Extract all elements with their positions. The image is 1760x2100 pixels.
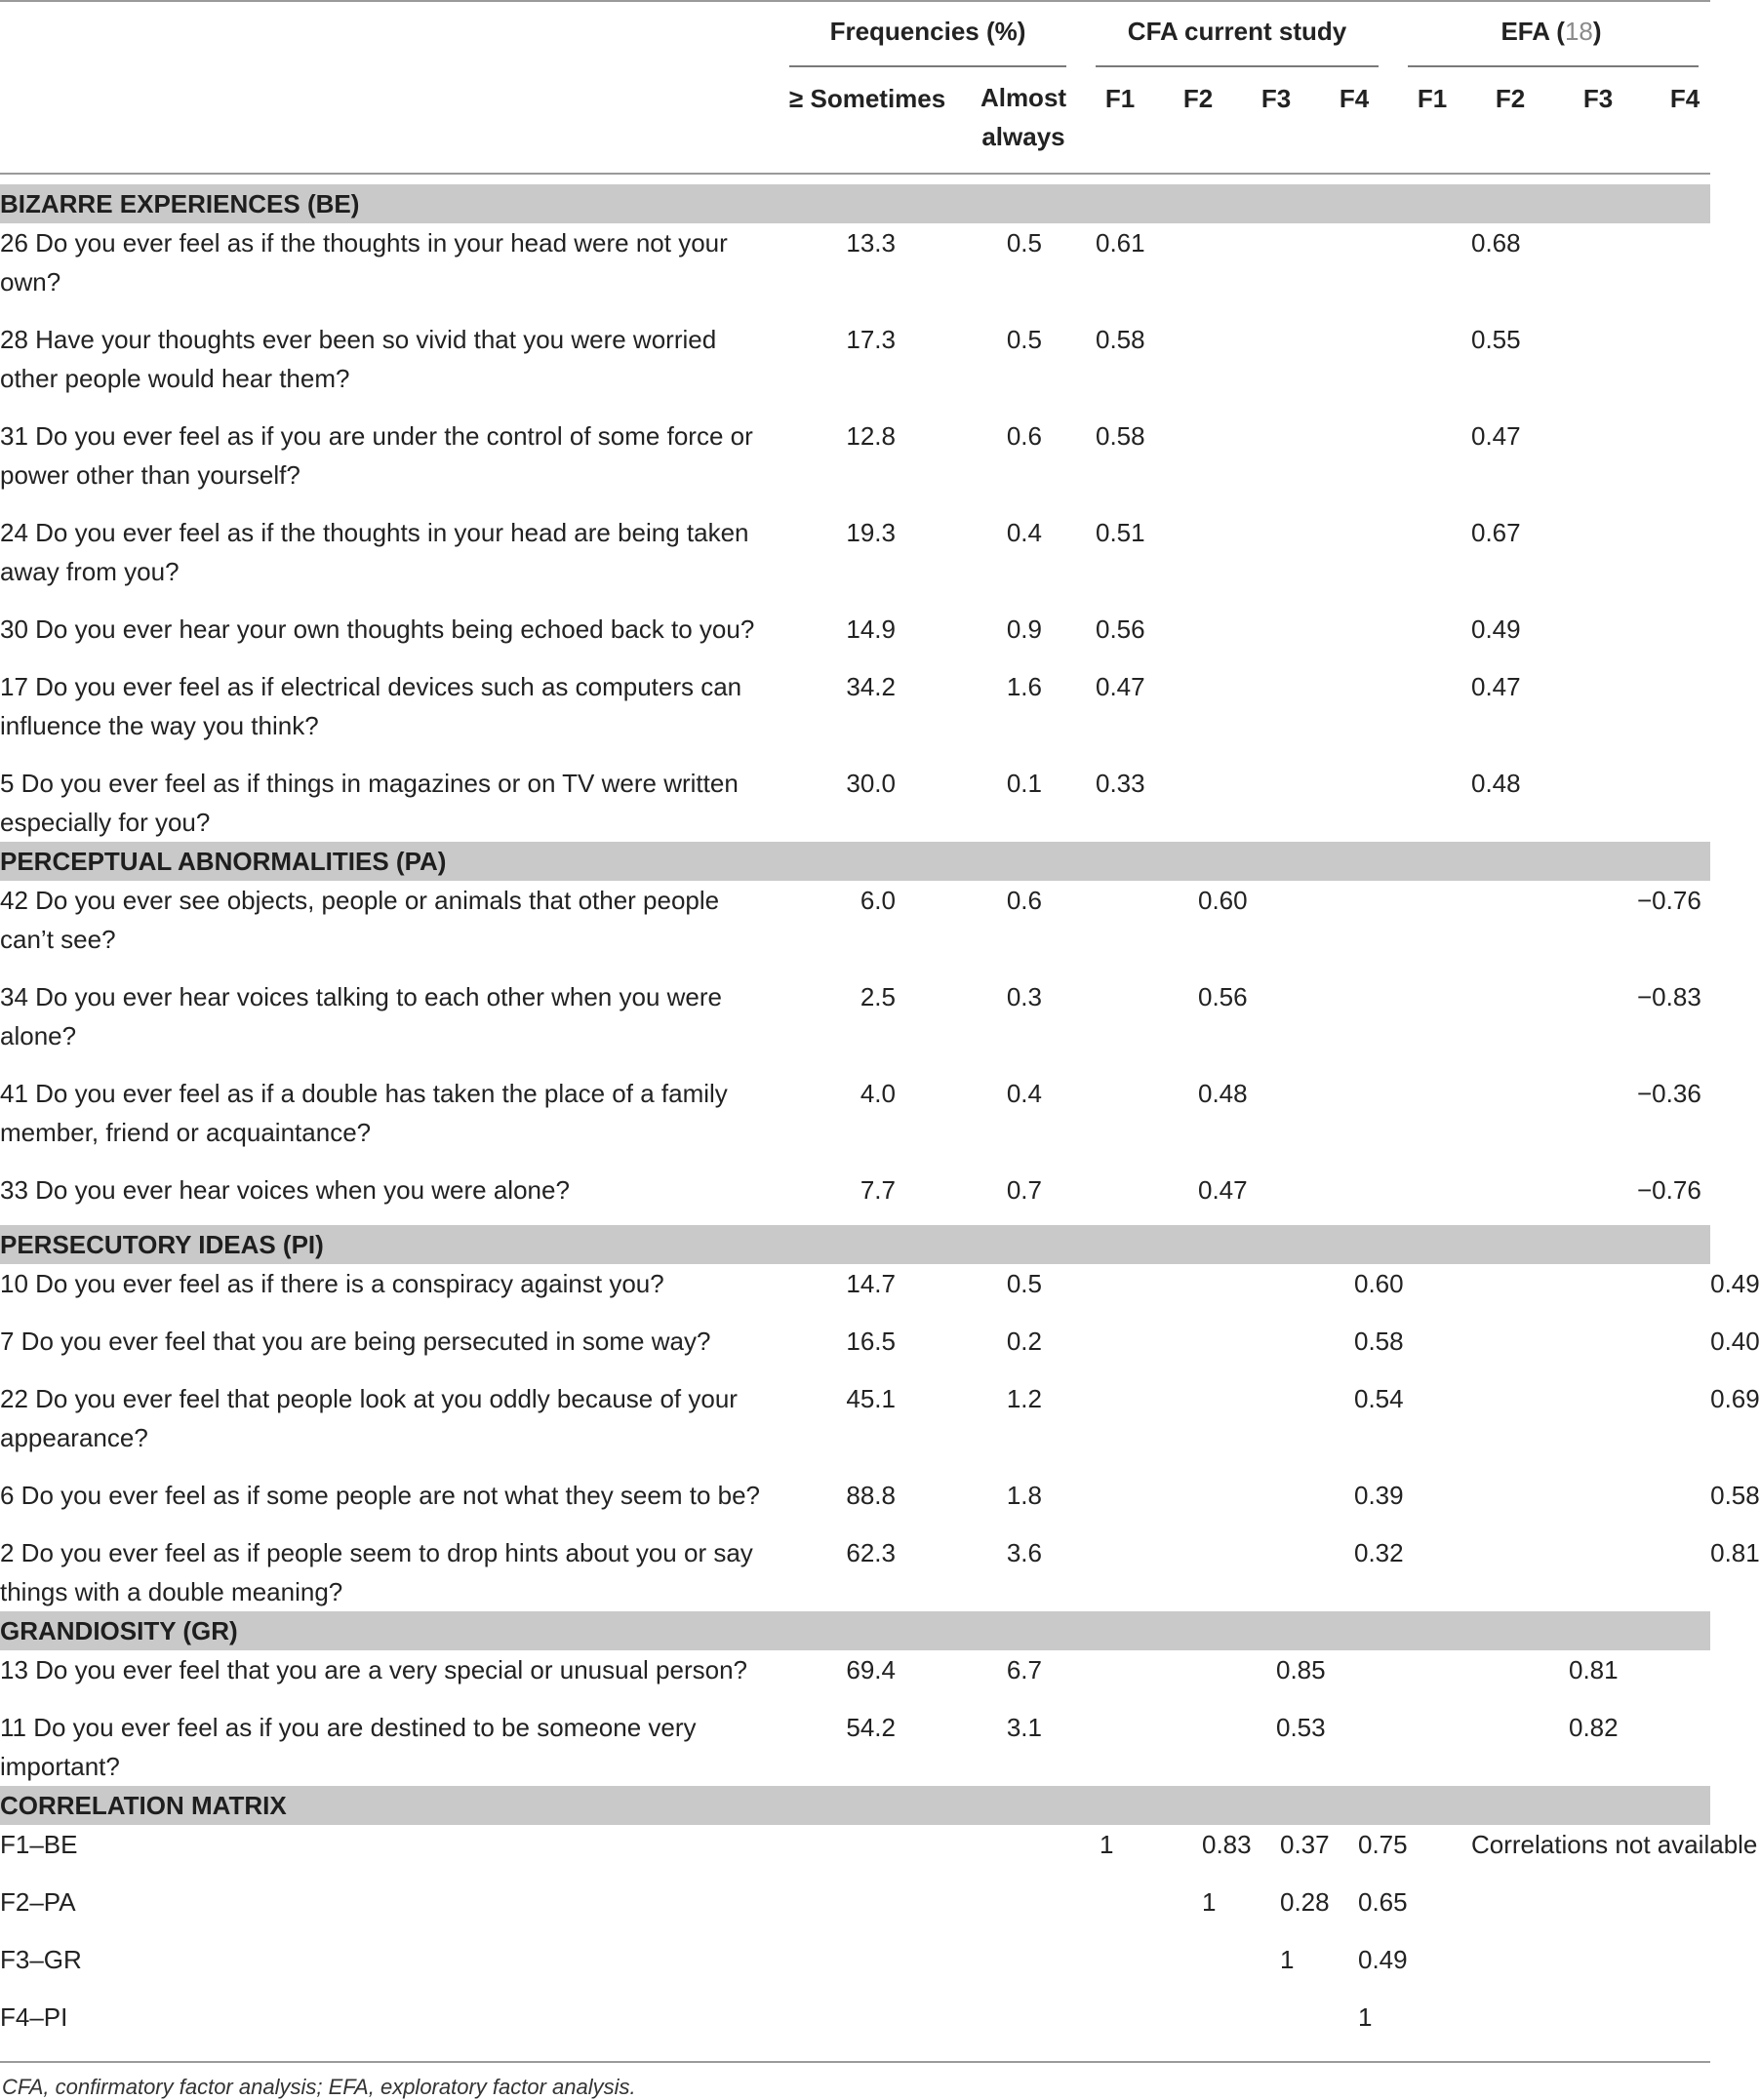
table-row: 10 Do you ever feel as if there is a conspiracy against you? 14.7 0.5 0.60 0.49	[0, 1264, 1710, 1322]
table-row	[0, 1074, 1710, 1170]
header-efa-f4: F4	[1669, 84, 1700, 113]
correlation-row	[0, 1825, 1710, 1882]
efa-f3	[1637, 1650, 1710, 1708]
empty-cell	[1471, 1998, 1710, 2055]
cfa-f4	[1354, 977, 1471, 1074]
correlations-not-available: Correlations not available	[1471, 1830, 1758, 1859]
cfa-f2	[1198, 320, 1276, 416]
cfa-f1	[1096, 977, 1198, 1074]
cfa-f1: 0.58	[1096, 421, 1145, 451]
table-body	[0, 184, 1760, 2055]
corr-f4: 0.65	[1358, 1887, 1408, 1917]
correlation-label: F3–GR	[0, 1945, 82, 1974]
cfa-f3	[1276, 513, 1354, 610]
cfa-f4	[1354, 513, 1471, 610]
section-header	[0, 1786, 1710, 1825]
efa-group-rule	[1408, 65, 1699, 67]
table-row	[0, 667, 1710, 764]
freq-almost-always: 1.6	[1006, 672, 1042, 701]
header-efa-f3: F3	[1582, 84, 1614, 113]
corr-f2: 1	[1202, 1887, 1217, 1917]
efa-f2	[1569, 1379, 1637, 1476]
cfa-f4	[1354, 667, 1471, 764]
efa-f1	[1471, 1533, 1569, 1611]
question-text: 11 Do you ever feel as if you are destined to be someone very important?	[0, 1713, 697, 1781]
table-row	[0, 1170, 1710, 1225]
freq-sometimes: 45.1	[846, 1384, 896, 1413]
efa-f3	[1637, 1533, 1710, 1611]
spacer-cell	[1042, 1650, 1096, 1708]
question-text: 13 Do you ever feel that you are a very special or unusual person?	[0, 1655, 748, 1684]
freq-almost-always: 0.5	[1006, 228, 1042, 258]
freq-sometimes: 19.3	[846, 518, 896, 547]
cfa-group-rule	[1096, 65, 1379, 67]
cfa-f3	[1276, 881, 1354, 977]
cfa-f4	[1354, 416, 1471, 513]
section-header	[0, 1225, 1710, 1264]
efa-f1: 0.47	[1471, 421, 1521, 451]
cfa-f3	[1276, 1170, 1354, 1225]
cfa-f4: 0.60	[1354, 1269, 1404, 1298]
table-row	[0, 513, 1710, 610]
empty-cell	[786, 1998, 896, 2055]
table-row: 22 Do you ever feel that people look at you oddly because of your appearance? 45.1 1.2 0.54 0.69	[0, 1379, 1710, 1476]
cfa-f1: 0.61	[1096, 228, 1145, 258]
table-row: 2 Do you ever feel as if people seem to drop hints about you or say things with a double meaning? 62.3 3.6 0.32 0.81	[0, 1533, 1710, 1611]
efa-f1	[1471, 1170, 1569, 1225]
efa-f2	[1569, 1170, 1637, 1225]
efa-f1	[1471, 1650, 1569, 1708]
cfa-f2	[1198, 610, 1276, 667]
cfa-f3	[1276, 1264, 1354, 1322]
cfa-f1: 0.58	[1096, 325, 1145, 354]
cfa-f2	[1198, 1708, 1276, 1786]
cfa-f1	[1096, 1170, 1198, 1225]
empty-cell	[896, 1998, 1042, 2055]
correlation-label: F1–BE	[0, 1830, 78, 1859]
freq-sometimes: 69.4	[846, 1655, 896, 1684]
question-text: 31 Do you ever feel as if you are under the control of some force or power other than yourself?	[0, 421, 753, 490]
header-efa-ref[interactable]: 18	[1564, 17, 1593, 46]
table-row	[0, 610, 1710, 667]
efa-f2	[1569, 610, 1637, 667]
efa-f3	[1637, 1322, 1710, 1379]
spacer-cell	[1042, 513, 1096, 610]
question-text: 7 Do you ever feel that you are being persecuted in some way?	[0, 1327, 711, 1356]
cfa-f4: 0.32	[1354, 1538, 1404, 1567]
cfa-f2	[1198, 1476, 1276, 1533]
spacer-cell	[1042, 1322, 1096, 1379]
corr-f2: 0.83	[1202, 1830, 1252, 1859]
header-efa-close: )	[1592, 17, 1602, 46]
table-row	[0, 416, 1710, 513]
cfa-f4	[1354, 1170, 1471, 1225]
table-row	[0, 1708, 1710, 1786]
corr-f1: 1	[1100, 1830, 1114, 1859]
section-header	[0, 1611, 1710, 1650]
freq-sometimes: 34.2	[846, 672, 896, 701]
efa-f1	[1471, 881, 1569, 977]
cfa-f2	[1198, 1533, 1276, 1611]
efa-f3	[1637, 667, 1710, 764]
cfa-f2: 0.60	[1198, 886, 1248, 915]
cfa-f3	[1276, 764, 1354, 842]
corr-f2	[1198, 1940, 1276, 1998]
freq-sometimes: 4.0	[860, 1079, 896, 1108]
efa-f2	[1569, 320, 1637, 416]
top-rule	[0, 0, 1710, 2]
efa-f1	[1471, 1074, 1569, 1170]
efa-f2	[1569, 881, 1637, 977]
cfa-f3	[1276, 610, 1354, 667]
cfa-f4	[1354, 764, 1471, 842]
empty-cell	[1471, 1940, 1710, 1998]
efa-f1: 0.49	[1471, 614, 1521, 644]
header-cfa-f4: F4	[1339, 84, 1370, 113]
efa-f2	[1569, 977, 1637, 1074]
freq-almost-always: 0.9	[1006, 614, 1042, 644]
freq-almost-always: 0.5	[1006, 325, 1042, 354]
data-table	[0, 184, 1760, 2055]
header-efa-f1: F1	[1417, 84, 1448, 113]
efa-f3	[1637, 1379, 1710, 1476]
table-row	[0, 881, 1710, 977]
corr-f2	[1198, 1998, 1276, 2055]
cfa-f3	[1276, 1322, 1354, 1379]
spacer-cell	[1042, 1940, 1096, 1998]
freq-group-rule	[789, 65, 1066, 67]
correlation-row	[0, 1998, 1710, 2055]
header-frequencies: Frequencies (%)	[829, 17, 1026, 46]
question-text: 26 Do you ever feel as if the thoughts in your head were not your own?	[0, 228, 728, 297]
cfa-f2: 0.48	[1198, 1079, 1248, 1108]
corr-f4: 1	[1358, 2002, 1373, 2032]
corr-f3	[1276, 1998, 1354, 2055]
spacer-cell	[1042, 1533, 1096, 1611]
cfa-f4: 0.58	[1354, 1327, 1404, 1356]
table-bottom-rule	[0, 2061, 1710, 2063]
cfa-f4	[1354, 881, 1471, 977]
header-efa-f2: F2	[1495, 84, 1526, 113]
freq-almost-always: 0.1	[1006, 769, 1042, 798]
efa-f1	[1471, 1708, 1569, 1786]
cfa-f1	[1096, 1650, 1198, 1708]
table-row	[0, 1650, 1710, 1708]
cfa-f3	[1276, 416, 1354, 513]
correlation-label: F2–PA	[0, 1887, 76, 1917]
spacer-cell	[1042, 320, 1096, 416]
efa-f2	[1569, 416, 1637, 513]
table-row: 7 Do you ever feel that you are being persecuted in some way? 16.5 0.2 0.58 0.40	[0, 1322, 1710, 1379]
efa-f2: 0.82	[1569, 1713, 1619, 1742]
spacer-cell	[1042, 977, 1096, 1074]
efa-f1	[1471, 1379, 1569, 1476]
corr-f4: 0.49	[1358, 1945, 1408, 1974]
efa-f1: 0.47	[1471, 672, 1521, 701]
question-text: 34 Do you ever hear voices talking to each other when you were alone?	[0, 982, 722, 1050]
spacer-cell	[1042, 764, 1096, 842]
efa-f1	[1471, 1264, 1569, 1322]
efa-f3	[1637, 223, 1710, 320]
cfa-f3	[1276, 320, 1354, 416]
table-row	[0, 223, 1710, 320]
corr-f3: 0.28	[1280, 1887, 1330, 1917]
question-text: 10 Do you ever feel as if there is a conspiracy against you?	[0, 1269, 664, 1298]
freq-almost-always: 1.2	[1006, 1384, 1042, 1413]
question-text: 6 Do you ever feel as if some people are not what they seem to be?	[0, 1481, 761, 1510]
empty-cell	[896, 1940, 1042, 1998]
cfa-f3	[1276, 223, 1354, 320]
efa-f3	[1637, 764, 1710, 842]
freq-sometimes: 14.7	[846, 1269, 896, 1298]
efa-f2	[1569, 1322, 1637, 1379]
cfa-f4	[1354, 1708, 1471, 1786]
question-text: 17 Do you ever feel as if electrical devices such as computers can influence the way you think?	[0, 672, 742, 740]
cfa-f2: 0.56	[1198, 982, 1248, 1011]
freq-almost-always: 6.7	[1006, 1655, 1042, 1684]
cfa-f1	[1096, 1533, 1198, 1611]
freq-sometimes: 7.7	[860, 1175, 896, 1205]
header-almost-always	[980, 78, 1066, 156]
cfa-f2	[1198, 764, 1276, 842]
efa-f3: −0.36	[1637, 1079, 1701, 1108]
header-efa-label: EFA (	[1500, 17, 1565, 46]
empty-cell	[896, 1825, 1042, 1882]
correlation-row	[0, 1882, 1710, 1940]
cfa-f1: 0.33	[1096, 769, 1145, 798]
cfa-f2	[1198, 1379, 1276, 1476]
freq-almost-always: 0.2	[1006, 1327, 1042, 1356]
freq-almost-always: 0.6	[1006, 421, 1042, 451]
cfa-f2	[1198, 416, 1276, 513]
efa-f2	[1569, 1476, 1637, 1533]
efa-f3: −0.83	[1637, 982, 1701, 1011]
spacer-cell	[1042, 1882, 1096, 1940]
freq-almost-always: 3.1	[1006, 1713, 1042, 1742]
section-title: GRANDIOSITY (GR)	[0, 1611, 1710, 1650]
freq-almost-always: 0.6	[1006, 886, 1042, 915]
question-text: 30 Do you ever hear your own thoughts being echoed back to you?	[0, 614, 755, 644]
spacer-cell	[1042, 416, 1096, 513]
section-header	[0, 184, 1710, 223]
freq-sometimes: 17.3	[846, 325, 896, 354]
efa-f3	[1637, 1476, 1710, 1533]
freq-almost-always: 3.6	[1006, 1538, 1042, 1567]
cfa-f1	[1096, 1379, 1198, 1476]
cfa-f1	[1096, 1074, 1198, 1170]
freq-sometimes: 16.5	[846, 1327, 896, 1356]
header-sometimes: ≥ Sometimes	[789, 84, 946, 113]
header-almost-line1: Almost	[980, 83, 1067, 112]
cfa-f3	[1276, 1476, 1354, 1533]
cfa-f4: 0.39	[1354, 1481, 1404, 1510]
question-text: 41 Do you ever feel as if a double has taken the place of a family member, friend or acquaintance?	[0, 1079, 728, 1147]
efa-f2	[1569, 667, 1637, 764]
cfa-f4	[1354, 320, 1471, 416]
cfa-f3: 0.85	[1276, 1655, 1326, 1684]
table-row	[0, 764, 1710, 842]
empty-cell	[896, 1882, 1042, 1940]
cfa-f2	[1198, 223, 1276, 320]
cfa-f2: 0.47	[1198, 1175, 1248, 1205]
section-title: PERCEPTUAL ABNORMALITIES (PA)	[0, 842, 1710, 881]
spacer-cell	[1042, 1264, 1096, 1322]
table-row: 6 Do you ever feel as if some people are not what they seem to be? 88.8 1.8 0.39 0.58	[0, 1476, 1710, 1533]
cfa-f3	[1276, 1379, 1354, 1476]
freq-sometimes: 6.0	[860, 886, 896, 915]
spacer-cell	[1042, 1476, 1096, 1533]
spacer-cell	[1042, 1708, 1096, 1786]
question-text: 24 Do you ever feel as if the thoughts in your head are being taken away from you?	[0, 518, 749, 586]
spacer-cell	[1042, 1825, 1096, 1882]
cfa-f1	[1096, 881, 1198, 977]
efa-f2	[1569, 1533, 1637, 1611]
header-cfa-f2: F2	[1182, 84, 1214, 113]
cfa-f2	[1198, 1264, 1276, 1322]
freq-almost-always: 0.3	[1006, 982, 1042, 1011]
cfa-f4	[1354, 1074, 1471, 1170]
corr-f3: 1	[1280, 1945, 1295, 1974]
table-footnote: CFA, confirmatory factor analysis; EFA, exploratory factor analysis.	[2, 2075, 636, 2099]
efa-f3	[1637, 416, 1710, 513]
question-text: 2 Do you ever feel as if people seem to drop hints about you or say things with a double meaning?	[0, 1538, 753, 1606]
spacer-cell	[1042, 1074, 1096, 1170]
correlation-label: F4–PI	[0, 2002, 68, 2032]
spacer-cell	[1042, 1998, 1096, 2055]
header-bottom-rule	[0, 173, 1710, 175]
cfa-f4: 0.54	[1354, 1384, 1404, 1413]
section-title: BIZARRE EXPERIENCES (BE)	[0, 184, 1710, 223]
header-cfa-f1: F1	[1104, 84, 1136, 113]
freq-sometimes: 54.2	[846, 1713, 896, 1742]
freq-sometimes: 30.0	[846, 769, 896, 798]
cfa-f1: 0.47	[1096, 672, 1145, 701]
cfa-f3	[1276, 1533, 1354, 1611]
spacer-cell	[1042, 881, 1096, 977]
efa-f2	[1569, 223, 1637, 320]
question-text: 42 Do you ever see objects, people or animals that other people can’t see?	[0, 886, 720, 954]
efa-f1	[1471, 1322, 1569, 1379]
cfa-f1	[1096, 1264, 1198, 1322]
header-efa	[1500, 17, 1601, 47]
cfa-f1	[1096, 1476, 1198, 1533]
freq-sometimes: 14.9	[846, 614, 896, 644]
efa-f2	[1569, 1264, 1637, 1322]
cfa-f2	[1198, 513, 1276, 610]
question-text: 5 Do you ever feel as if things in magazines or on TV were written especially for you?	[0, 769, 739, 837]
corr-f1	[1096, 1882, 1198, 1940]
empty-cell	[786, 1940, 896, 1998]
empty-cell	[1471, 1882, 1710, 1940]
efa-f3: −0.76	[1637, 886, 1701, 915]
efa-f3	[1637, 1708, 1710, 1786]
cfa-f3	[1276, 977, 1354, 1074]
empty-cell	[786, 1882, 896, 1940]
efa-f1: 0.68	[1471, 228, 1521, 258]
efa-f1: 0.48	[1471, 769, 1521, 798]
freq-almost-always: 1.8	[1006, 1481, 1042, 1510]
efa-f2	[1569, 513, 1637, 610]
spacer-cell	[1042, 1170, 1096, 1225]
cfa-f3	[1276, 667, 1354, 764]
efa-f1	[1471, 977, 1569, 1074]
freq-almost-always: 0.5	[1006, 1269, 1042, 1298]
freq-almost-always: 0.4	[1006, 518, 1042, 547]
cfa-f1: 0.56	[1096, 614, 1145, 644]
efa-f3	[1637, 610, 1710, 667]
corr-f1	[1096, 1998, 1198, 2055]
freq-sometimes: 12.8	[846, 421, 896, 451]
freq-sometimes: 2.5	[860, 982, 896, 1011]
table-row	[0, 977, 1710, 1074]
header-cfa-f3: F3	[1260, 84, 1292, 113]
question-text: 22 Do you ever feel that people look at you oddly because of your appearance?	[0, 1384, 738, 1452]
freq-sometimes: 13.3	[846, 228, 896, 258]
cfa-f1	[1096, 1322, 1198, 1379]
efa-f2	[1569, 1074, 1637, 1170]
efa-f3: −0.76	[1637, 1175, 1701, 1205]
empty-cell	[786, 1825, 896, 1882]
question-text: 28 Have your thoughts ever been so vivid that you were worried other people would hear them?	[0, 325, 717, 393]
section-title: PERSECUTORY IDEAS (PI)	[0, 1225, 1710, 1264]
freq-sometimes: 62.3	[846, 1538, 896, 1567]
freq-almost-always: 0.7	[1006, 1175, 1042, 1205]
efa-f2	[1569, 764, 1637, 842]
cfa-f3	[1276, 1074, 1354, 1170]
efa-f3	[1637, 1264, 1710, 1322]
corr-f4: 0.75	[1358, 1830, 1408, 1859]
cfa-f4	[1354, 610, 1471, 667]
spacer-cell	[1042, 667, 1096, 764]
question-text: 33 Do you ever hear voices when you were alone?	[0, 1175, 570, 1205]
cfa-f2	[1198, 1650, 1276, 1708]
table-row	[0, 320, 1710, 416]
freq-sometimes: 88.8	[846, 1481, 896, 1510]
cfa-f2	[1198, 1322, 1276, 1379]
cfa-f4	[1354, 1650, 1471, 1708]
efa-f1: 0.55	[1471, 325, 1521, 354]
header-almost-line2: always	[981, 122, 1065, 151]
spacer-cell	[1042, 1379, 1096, 1476]
corr-f1	[1096, 1940, 1198, 1998]
freq-almost-always: 0.4	[1006, 1079, 1042, 1108]
efa-f1	[1471, 1476, 1569, 1533]
spacer-cell	[1042, 223, 1096, 320]
efa-f2: 0.81	[1569, 1655, 1619, 1684]
cfa-f3: 0.53	[1276, 1713, 1326, 1742]
cfa-f1	[1096, 1708, 1198, 1786]
cfa-f2	[1198, 667, 1276, 764]
cfa-f1: 0.51	[1096, 518, 1145, 547]
efa-f1: 0.67	[1471, 518, 1521, 547]
efa-f3	[1637, 513, 1710, 610]
corr-f3: 0.37	[1280, 1830, 1330, 1859]
spacer-cell	[1042, 610, 1096, 667]
efa-f3	[1637, 320, 1710, 416]
section-header	[0, 842, 1710, 881]
section-title: CORRELATION MATRIX	[0, 1786, 1710, 1825]
header-cfa: CFA current study	[1127, 17, 1347, 46]
cfa-f4	[1354, 223, 1471, 320]
correlation-row	[0, 1940, 1710, 1998]
